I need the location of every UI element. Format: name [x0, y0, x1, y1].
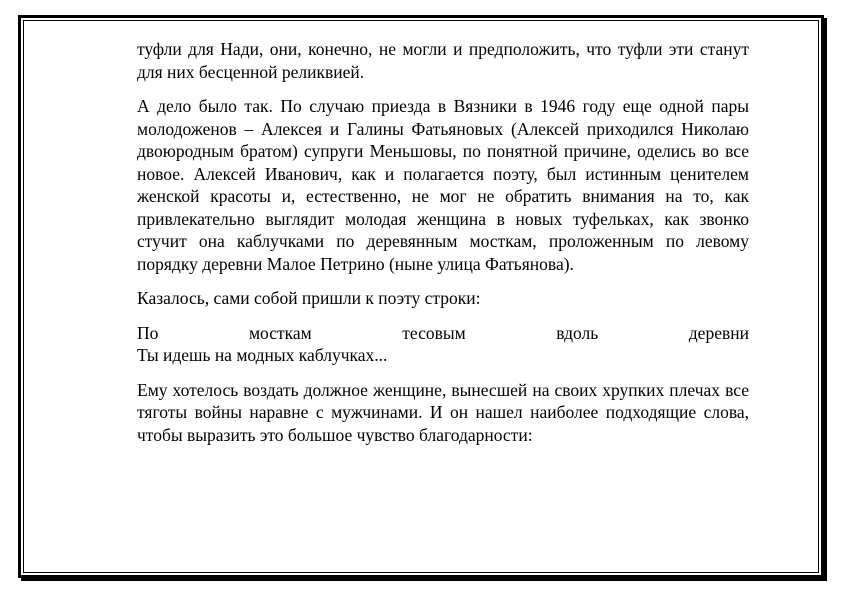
verse-word: тесовым	[402, 322, 466, 343]
verse-quote	[137, 322, 749, 367]
paragraph-3: Казалось, сами собой пришли к поэту строки:	[137, 288, 481, 308]
verse-line-2: Ты идешь на модных каблучках...	[137, 345, 388, 365]
verse-word: вдоль	[556, 322, 599, 343]
paragraph-1: туфли для Нади, они, конечно, не могли и предположить, что туфли эти станут для них бесценной реликвией.	[137, 39, 749, 82]
paragraph-closing: Ему хотелось воздать должное женщине, вынесшей на своих хрупких плечах все тяготы войны наравне с мужчинами. И он нашел наиболее подходящие слова, чтобы выразить это большое чувство благодарности:	[137, 379, 749, 445]
document-body	[137, 38, 749, 458]
verse-line-1	[137, 322, 749, 345]
verse-word: мосткам	[248, 322, 312, 343]
verse-word: деревни	[688, 322, 749, 343]
paragraph-2: А дело было так. По случаю приезда в Вязники в 1946 году еще одной пары молодоженов – Алексея и Галины Фатьяновых (Алексей приходился Николаю двоюродным братом) супруги Меньшовы, по понятной причине, оделись во все новое. Алексей Иванович, как и полагается поэту, был истинным ценителем женской красоты и, естественно, не мог не обратить внимания на то, как привлекательно выглядит молодая женщина в новых туфельках, как звонко стучит она каблучками по деревянным мосткам, проложенным по левому порядку деревни Малое Петрино (ныне улица Фатьянова).	[137, 96, 749, 274]
verse-word: По	[137, 322, 159, 343]
